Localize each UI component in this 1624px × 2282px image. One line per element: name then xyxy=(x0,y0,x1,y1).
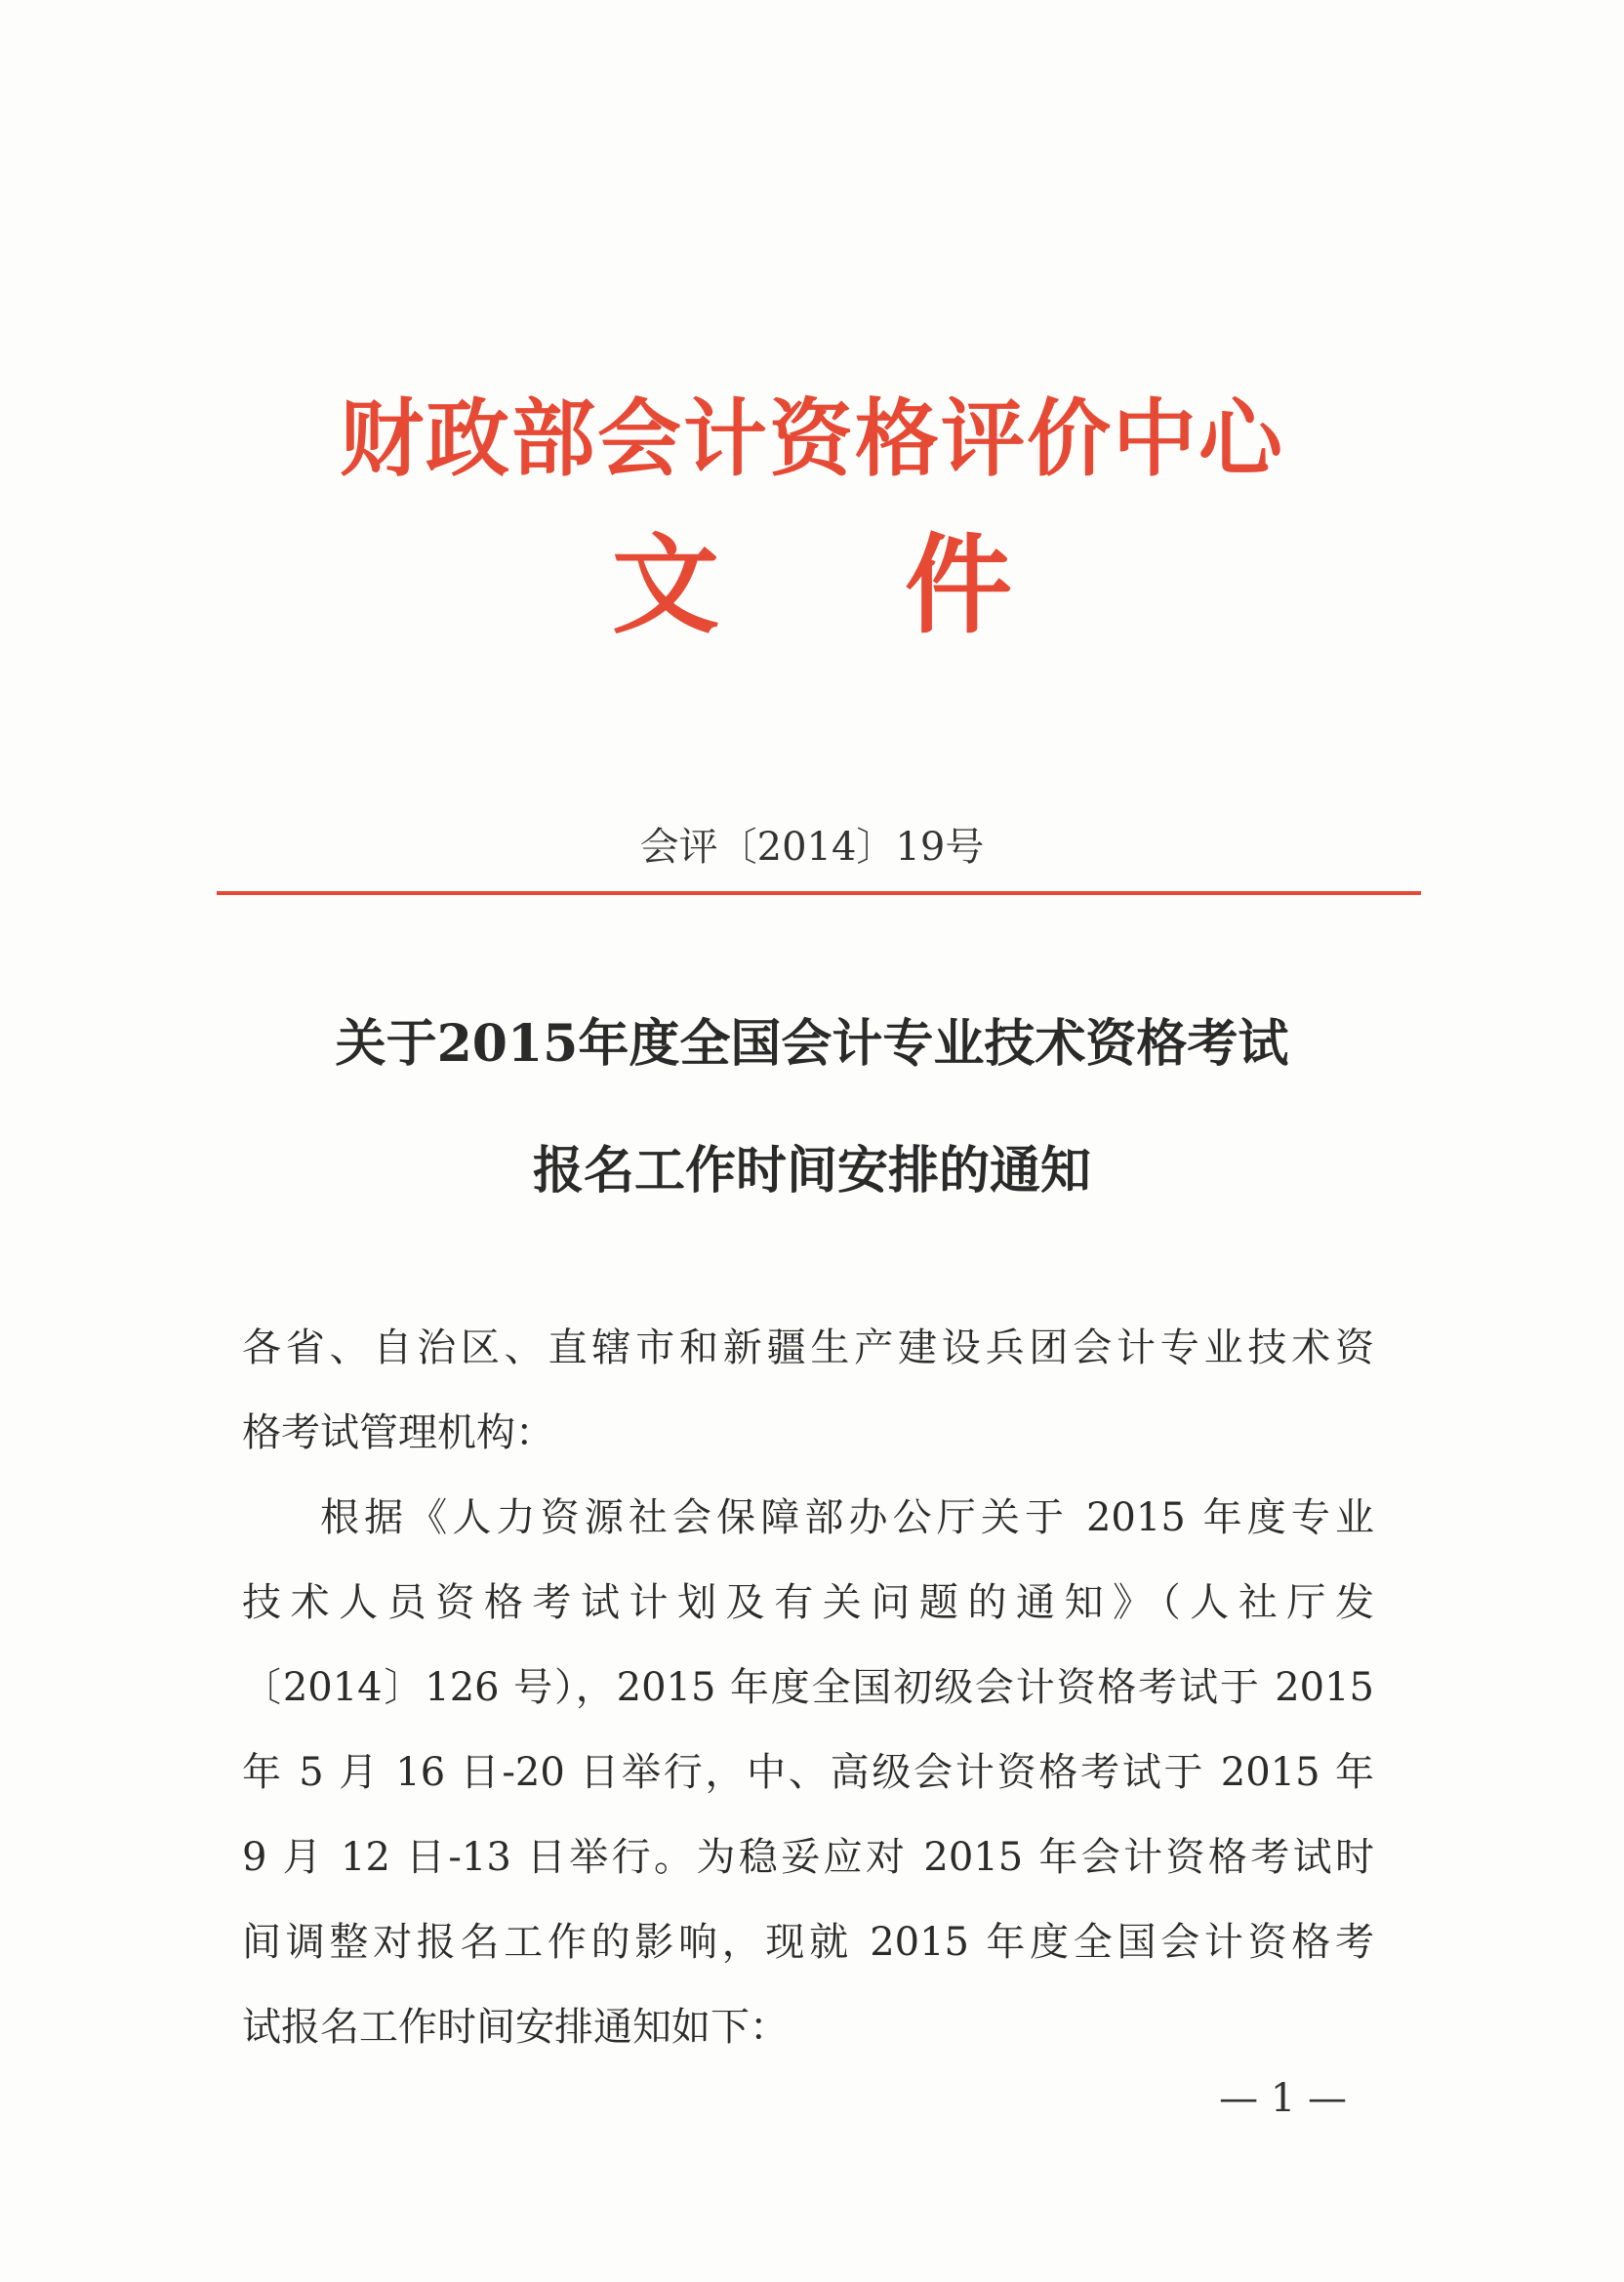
document-label-right: 件 xyxy=(905,522,1012,648)
document-label-left: 文 xyxy=(612,522,719,648)
paragraph-line-1: 根据《人力资源社会保障部办公厅关于 2015 年度专业 xyxy=(320,1495,1374,1540)
salutation-line-1: 各省、自治区、直辖市和新疆生产建设兵团会计专业技术资 xyxy=(242,1325,1374,1370)
paragraph-line-3: 〔2014〕126 号），2015 年度全国初级会计资格考试于 2015 xyxy=(242,1665,1374,1710)
notice-title-line-2: 报名工作时间安排的通知 xyxy=(532,1141,1091,1201)
paragraph-line-5: 9 月 12 日-13 日举行。为稳妥应对 2015 年会计资格考试时 xyxy=(242,1835,1374,1880)
paragraph-line-2: 技术人员资格考试计划及有关问题的通知》（人社厅发 xyxy=(242,1580,1374,1625)
notice-title-line-1: 关于2015年度全国会计专业技术资格考试 xyxy=(335,1014,1289,1074)
paragraph-line-7: 试报名工作时间安排通知如下： xyxy=(242,2005,789,2050)
page-number: — 1 — xyxy=(1219,2076,1347,2121)
salutation-line-2: 格考试管理机构： xyxy=(242,1410,554,1455)
paragraph-line-6: 间调整对报名工作的影响，现就 2015 年度全国会计资格考 xyxy=(242,1920,1374,1965)
organization-title: 财政部会计资格评价中心 xyxy=(340,389,1284,488)
paragraph-line-4: 年 5 月 16 日-20 日举行，中、高级会计资格考试于 2015 年 xyxy=(242,1750,1374,1795)
body-text xyxy=(242,1306,1374,2070)
document-label xyxy=(0,522,1624,648)
document-number: 会评〔2014〕19号 xyxy=(639,825,985,870)
red-divider xyxy=(217,891,1421,895)
